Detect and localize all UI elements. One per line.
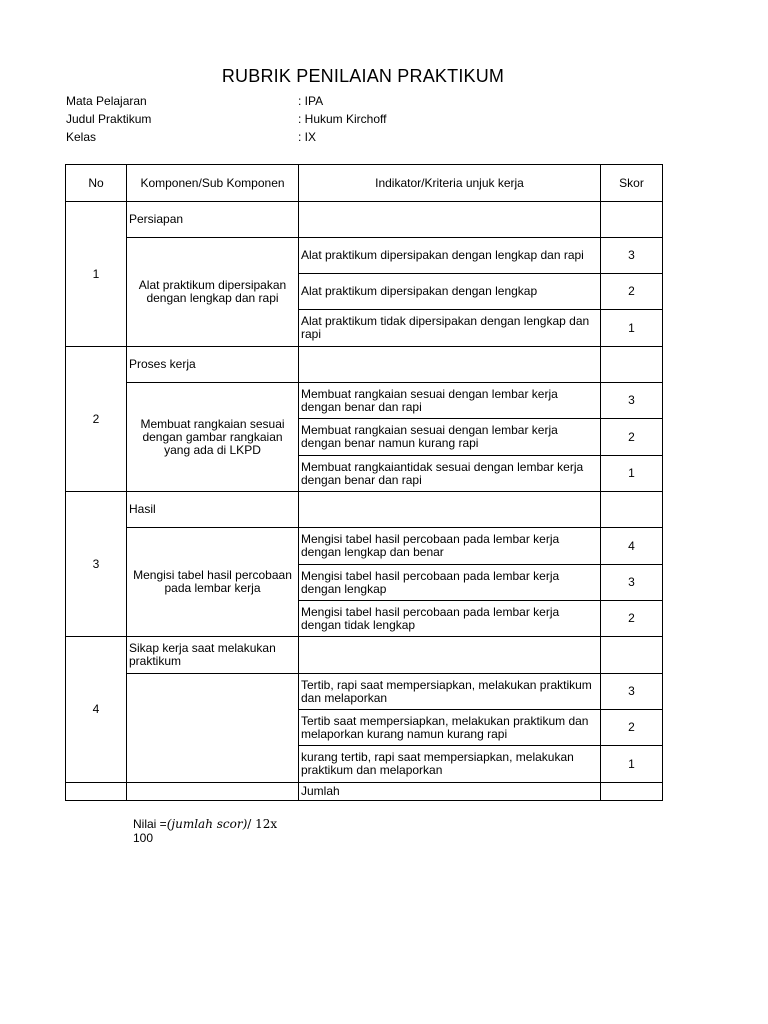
table-row <box>66 674 663 710</box>
section-3-score-3: 2 <box>601 601 663 637</box>
section-1-score-3: 1 <box>601 310 663 347</box>
total-label: Jumlah <box>299 783 601 801</box>
meta-label-class: Kelas <box>66 130 97 144</box>
header-component: Komponen/Sub Komponen <box>127 165 299 202</box>
formula-line-1 <box>133 817 277 831</box>
section-4-component: Sikap kerja saat melakukan praktikum <box>127 637 299 674</box>
meta-value-class: : IX <box>298 130 317 144</box>
section-1-criteria-3: Alat praktikum tidak dipersipakan dengan lengkap dan rapi <box>299 310 601 347</box>
table-row <box>66 383 663 419</box>
section-3-score-2: 3 <box>601 565 663 601</box>
section-2-score-3: 1 <box>601 456 663 492</box>
section-4-score-1: 3 <box>601 674 663 710</box>
document-title: RUBRIK PENILAIAN PRAKTIKUM <box>221 66 505 86</box>
section-4-criteria-3: kurang tertib, rapi saat mempersiapkan, melakukan praktikum dan melaporkan <box>299 746 601 783</box>
section-4-component-row <box>66 637 663 674</box>
section-2-sub-component: Membuat rangkaian sesuai dengan gambar rangkaian yang ada di LKPD <box>127 383 299 492</box>
section-2-empty-indicator <box>299 347 601 383</box>
section-3-criteria-1: Mengisi tabel hasil percobaan pada lembar kerja dengan lengkap dan benar <box>299 528 601 565</box>
header-no: No <box>66 165 127 202</box>
section-3-score-1: 4 <box>601 528 663 565</box>
section-4-score-2: 2 <box>601 710 663 746</box>
section-4-criteria-2: Tertib saat mempersiapkan, melakukan praktikum dan melaporkan kurang namun kurang rapi <box>299 710 601 746</box>
section-1-score-2: 2 <box>601 274 663 310</box>
meta-value-practicum-title: : Hukum Kirchoff <box>298 112 387 126</box>
section-1-component: Persiapan <box>127 202 299 238</box>
section-1-component-row <box>66 202 663 238</box>
meta-value-subject: : IPA <box>298 94 324 108</box>
table-header-row <box>66 165 663 202</box>
meta-label-practicum-title: Judul Praktikum <box>66 112 152 126</box>
formula-expression: (jumlah scor) <box>166 817 248 831</box>
section-1-score-1: 3 <box>601 238 663 274</box>
formula-divisor: / 12x <box>247 817 278 831</box>
section-4-empty-indicator <box>299 637 601 674</box>
section-2-score-1: 3 <box>601 383 663 419</box>
section-3-component-row <box>66 492 663 528</box>
section-2-score-2: 2 <box>601 419 663 456</box>
header-indicator: Indikator/Kriteria unjuk kerja <box>299 165 601 202</box>
section-4-no: 4 <box>66 637 127 783</box>
section-2-criteria-2: Membuat rangkaian sesuai dengan lembar kerja dengan benar namun kurang rapi <box>299 419 601 456</box>
formula-multiplier: 100 <box>133 831 154 845</box>
score-formula <box>133 817 277 845</box>
header-score: Skor <box>601 165 663 202</box>
table-row <box>66 528 663 565</box>
total-empty-no <box>66 783 127 801</box>
section-4-score-3: 1 <box>601 746 663 783</box>
section-4-empty-score <box>601 637 663 674</box>
section-2-component: Proses kerja <box>127 347 299 383</box>
section-2-no: 2 <box>66 347 127 492</box>
section-1-empty-score <box>601 202 663 238</box>
formula-prefix: Nilai = <box>133 817 167 831</box>
total-score <box>601 783 663 801</box>
section-2-criteria-3: Membuat rangkaiantidak sesuai dengan lembar kerja dengan benar dan rapi <box>299 456 601 492</box>
total-empty-component <box>127 783 299 801</box>
section-1-empty-indicator <box>299 202 601 238</box>
section-2-criteria-1: Membuat rangkaian sesuai dengan lembar kerja dengan benar dan rapi <box>299 383 601 419</box>
section-1-criteria-1: Alat praktikum dipersipakan dengan lengkap dan rapi <box>299 238 601 274</box>
section-3-component: Hasil <box>127 492 299 528</box>
section-3-no: 3 <box>66 492 127 637</box>
meta-label-subject: Mata Pelajaran <box>66 94 147 108</box>
section-1-sub-component: Alat praktikum dipersipakan dengan lengkap dan rapi <box>127 238 299 347</box>
table-row <box>66 238 663 274</box>
rubric-table <box>65 164 663 801</box>
section-3-criteria-3: Mengisi tabel hasil percobaan pada lembar kerja dengan tidak lengkap <box>299 601 601 637</box>
section-3-sub-component: Mengisi tabel hasil percobaan pada lembar kerja <box>127 528 299 637</box>
section-1-criteria-2: Alat praktikum dipersipakan dengan lengkap <box>299 274 601 310</box>
section-4-criteria-1: Tertib, rapi saat mempersiapkan, melakukan praktikum dan melaporkan <box>299 674 601 710</box>
total-row <box>66 783 663 801</box>
section-1-no: 1 <box>66 202 127 347</box>
section-3-empty-score <box>601 492 663 528</box>
section-4-sub-component <box>127 674 299 783</box>
section-3-empty-indicator <box>299 492 601 528</box>
section-2-empty-score <box>601 347 663 383</box>
section-3-criteria-2: Mengisi tabel hasil percobaan pada lembar kerja dengan lengkap <box>299 565 601 601</box>
section-2-component-row <box>66 347 663 383</box>
